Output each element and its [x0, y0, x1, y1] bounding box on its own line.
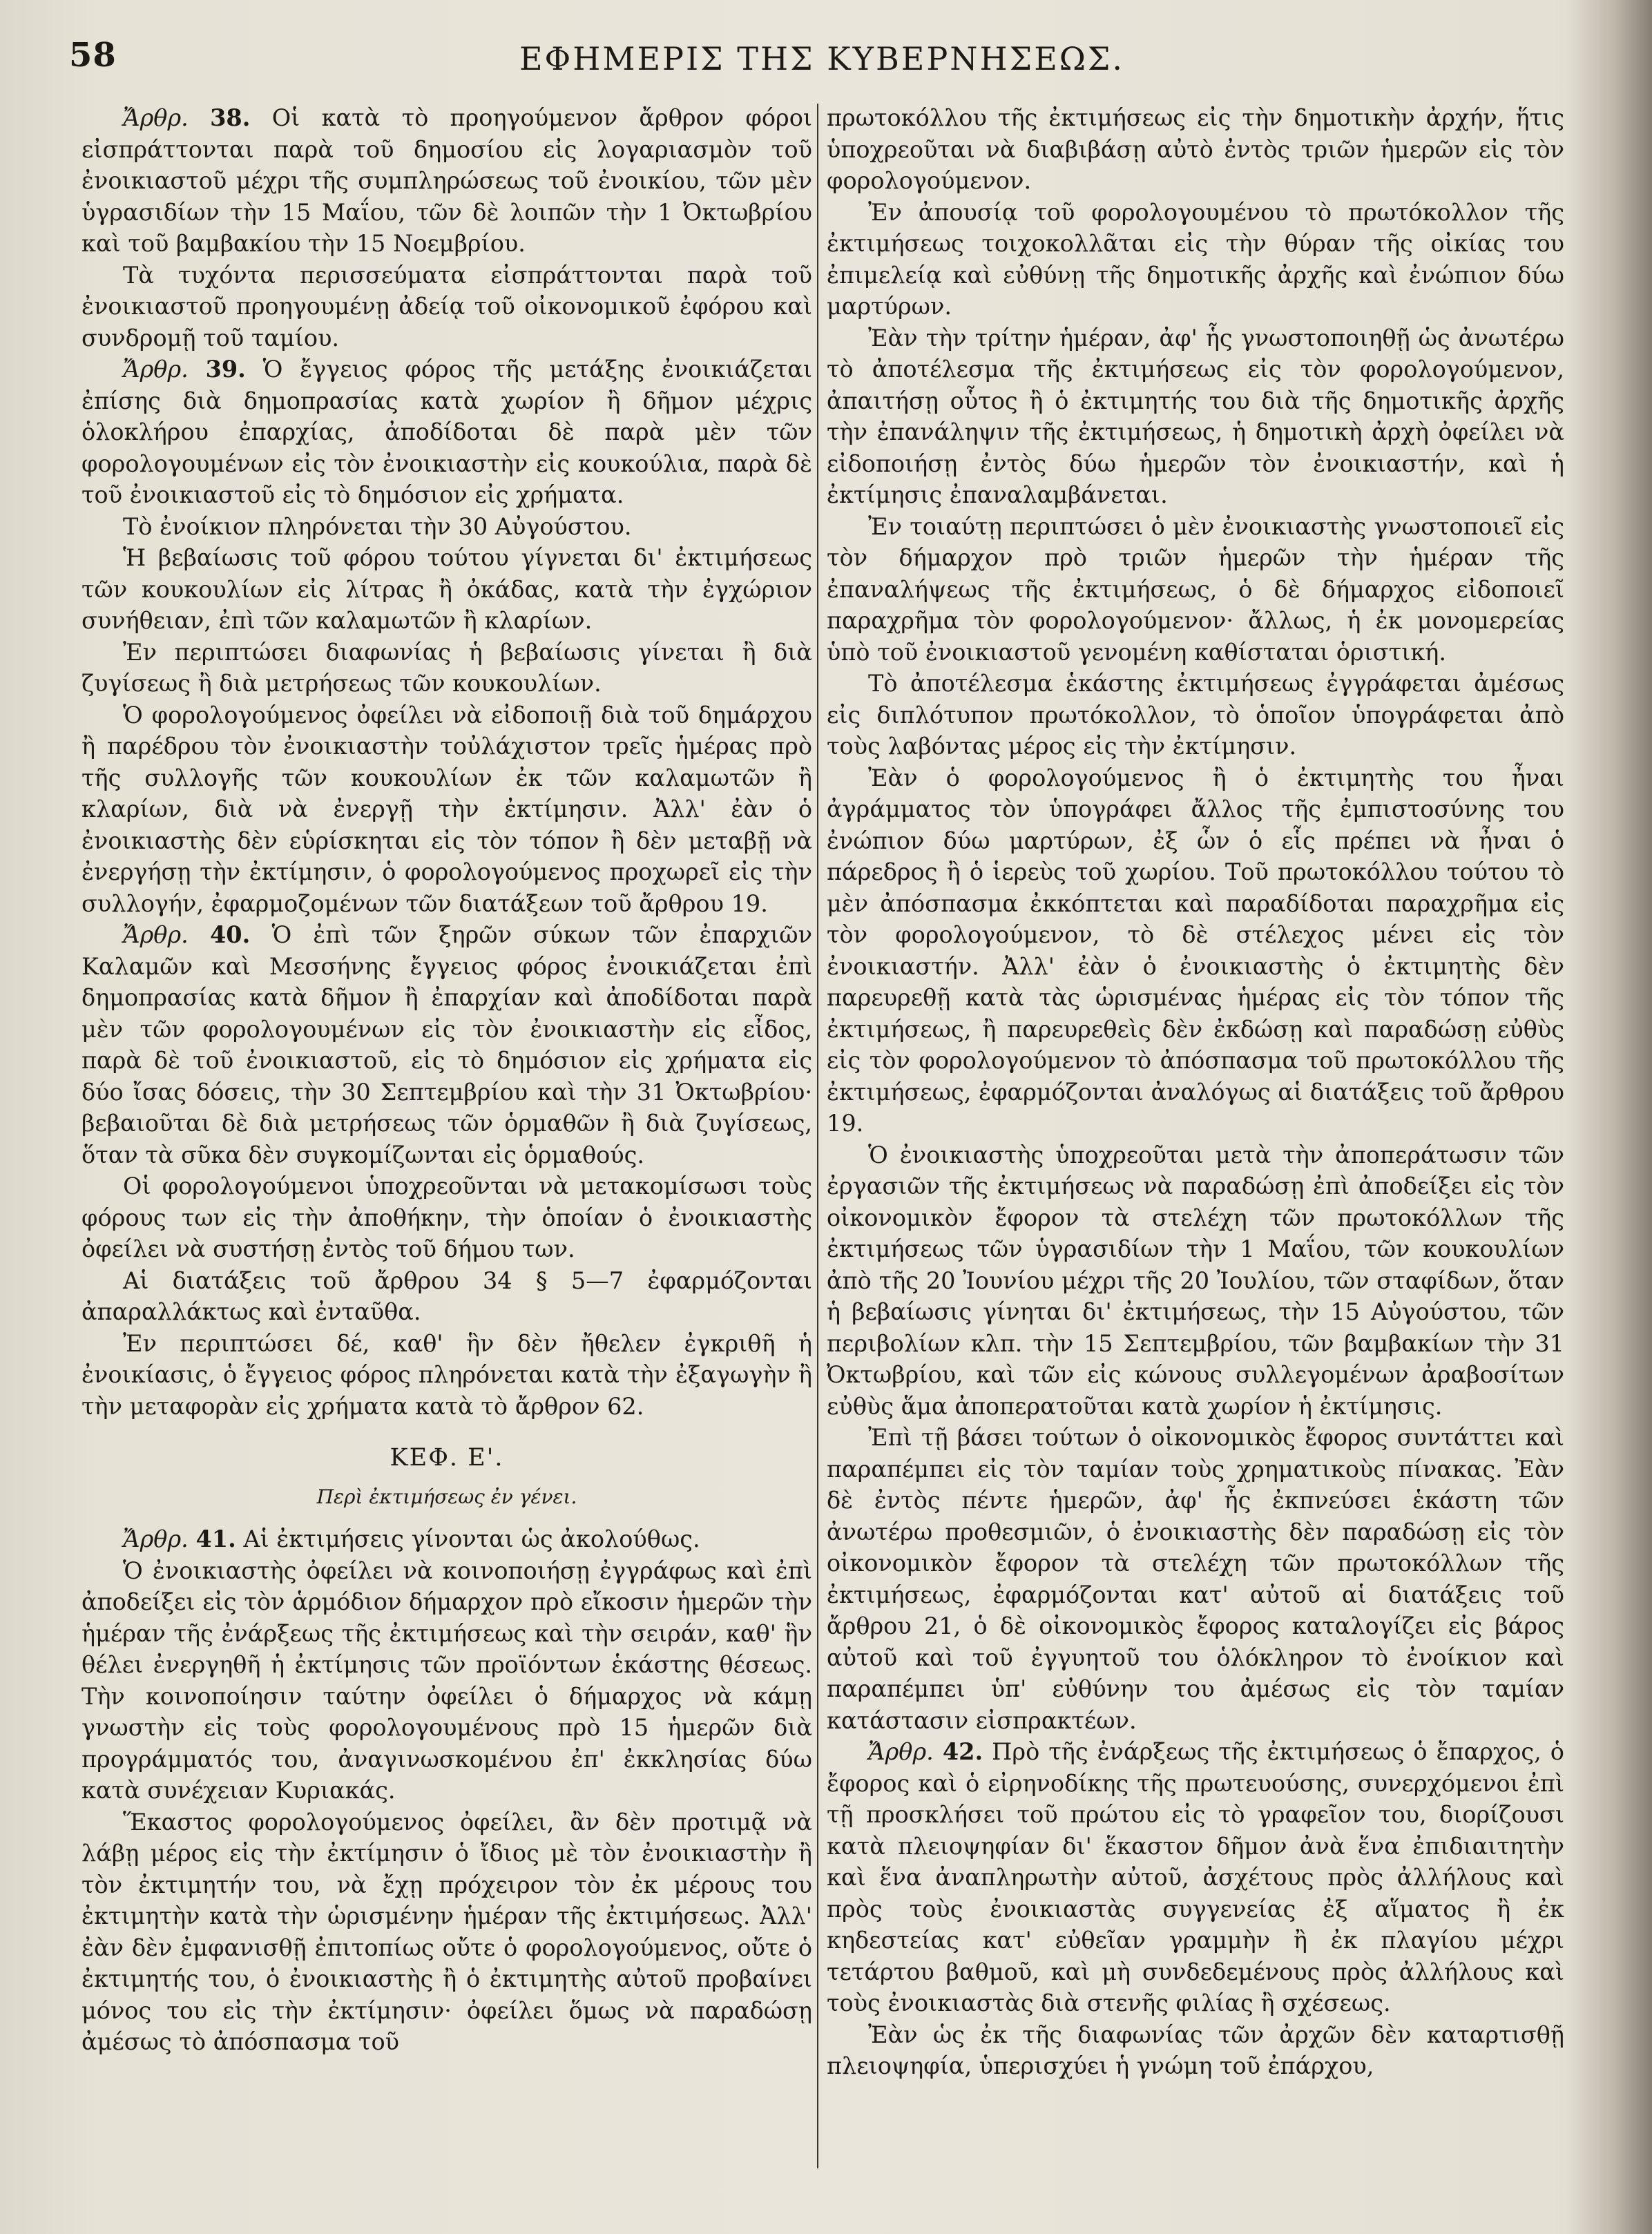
left-column [81, 102, 812, 2188]
running-head-title: ΕΦΗΜΕΡΙΣ ΤΗΣ ΚΥΒΕΡΝΗΣΕΩΣ. [519, 40, 1125, 77]
paragraph-third-day: Ἐὰν τὴν τρίτην ἡμέραν, ἀφ' ἧς γνωστοποιηθῇ ὡς ἀνωτέρω τὸ ἀποτέλεσμα τῆς ἐκτιμήσεως εἰς τὸν φορολογούμενον, ἀπαιτήσῃ οὗτος ἢ ὁ ἐκτιμητής του διὰ τῆς δημοτικῆς ἀρχῆς τὴν ἐπανάληψιν τῆς ἐκτιμήσεως, ἡ δημοτικὴ ἀρχὴ ὀφείλει νὰ εἰδοποιήσῃ ἐντὸς δύω ἡμερῶν τὸν ἐνοικιαστήν, καὶ ἡ ἐκτίμησις ἐπαναλαμβάνεται. [827, 324, 1564, 508]
article-number: 40. [209, 921, 251, 948]
paragraph-disagreement: Ἐὰν ὡς ἐκ τῆς διαφωνίας τῶν ἀρχῶν δὲν καταρτισθῇ πλειοψηφία, ὑπερισχύει ἡ γνώμη τοῦ ἐπάρχου, [827, 2021, 1564, 2079]
paragraph-surplus: Τὰ τυχόντα περισσεύματα εἰσπράττονται παρὰ τοῦ ἐνοικιαστοῦ προηγουμένῃ ἀδείᾳ τοῦ οἰκονομικοῦ ἐφόρου καὶ συνδρομῇ τοῦ ταμίου. [81, 261, 812, 352]
page-number: 58 [69, 36, 117, 75]
paragraph-taxpayer-notify: Ὁ φορολογούμενος ὀφείλει νὰ εἰδοποιῇ διὰ τοῦ δημάρχου ἢ παρέδρου τὸν ἐνοικιαστὴν τοὐλάχιστον τρεῖς ἡμέρας πρὸ τῆς συλλογῆς τῶν κουκουλίων ἐκ τῶν καλαμωτῶν ἢ κλαρίων, διὰ νὰ ἐνεργῇ τὴν ἐκτίμησιν. Ἀλλ' ἐὰν ὁ ἐνοικιαστὴς δὲν εὑρίσκηται εἰς τὸν τόπον ἢ δὲν μεταβῇ νὰ ἐνεργήσῃ τὴν ἐκτίμησιν, ὁ φορολογούμενος προχωρεῖ εἰς τὴν συλλογήν, ἐφαρμοζομένων τῶν διατάξεων τοῦ ἄρθρου 19. [81, 701, 812, 917]
paragraph-not-approved: Ἐν περιπτώσει δέ, καθ' ἣν δὲν ἤθελεν ἐγκριθῆ ἡ ἐνοικίασις, ὁ ἔγγειος φόρος πληρόνεται κατὰ τὴν ἐξαγωγὴν ἢ τὴν μεταφορὰν εἰς χρήματα κατὰ τὸ ἄρθρον 62. [81, 1329, 812, 1420]
paragraph-rent-paid: Τὸ ἐνοίκιον πληρόνεται τὴν 30 Αὐγούστου. [123, 512, 632, 540]
article-label: Ἄρθρ. [123, 104, 189, 131]
article-number: 42. [942, 1738, 983, 1765]
article-38 [81, 102, 812, 260]
paragraph-absence: Ἐν ἀπουσίᾳ τοῦ φορολογουμένου τὸ πρωτόκολλον τῆς ἐκτιμήσεως τοιχοκολλᾶται εἰς τὴν θύραν τῆς οἰκίας του ἐπιμελείᾳ καὶ εὐθύνῃ τῆς δημοτικῆς ἀρχῆς καὶ ἐνώπιον δύω μαρτύρων. [827, 198, 1564, 320]
right-column [827, 102, 1564, 2188]
paragraph-verification: Ἡ βεβαίωσις τοῦ φόρου τούτου γίγνεται δι' ἐκτιμήσεως τῶν κουκουλίων εἰς λίτρας ἢ ὀκάδας, κατὰ τὴν ἐγχώριον συνήθειαν, ἐπὶ τῶν καλαμωτῶν ἢ κλαρίων. [81, 544, 812, 634]
article-40 [81, 919, 812, 1171]
paragraph-transport: Οἱ φορολογούμενοι ὑποχρεοῦνται νὰ μετακομίσωσι τοὺς φόρους των εἰς τὴν ἀποθήκην, τὴν ὁποίαν ὁ ἐνοικιαστὴς ὀφείλει νὰ συστήσῃ ἐντὸς τοῦ δήμου των. [81, 1173, 812, 1262]
paragraph-result-recorded: Τὸ ἀποτέλεσμα ἑκάστης ἐκτιμήσεως ἐγγράφεται ἀμέσως εἰς διπλότυπον πρωτόκολλον, τὸ ὁποῖον ὑπογράφεται ἀπὸ τοὺς λαβόντας μέρος εἰς τὴν ἐκτίμησιν. [827, 670, 1564, 760]
paragraph-lessee-notify: Ὁ ἐνοικιαστὴς ὀφείλει νὰ κοινοποιήσῃ ἐγγράφως καὶ ἐπὶ ἀποδείξει εἰς τὸν ἁρμόδιον δήμαρχον πρὸ εἴκοσιν ἡμερῶν τὴν ἡμέραν τῆς ἐνάρξεως τῆς ἐκτιμήσεως καὶ τὴν σειράν, καθ' ἣν θέλει ἐνεργηθῆ ἡ ἐκτίμησις τῶν προϊόντων ἑκάστης θέσεως. Τὴν κοινοποίησιν ταύτην ὀφείλει ὁ δήμαρχος νὰ κάμῃ γνωστὴν εἰς τοὺς φορολογουμένους πρὸ 15 ἡμερῶν διὰ προγράμματός του, ἀναγινωσκομένου ἐπ' ἐκκλησίας δύω κατὰ συνέχειαν Κυριακάς. [81, 1557, 812, 1804]
paragraph-continuation: πρωτοκόλλου τῆς ἐκτιμήσεως εἰς τὴν δημοτικὴν ἀρχήν, ἥτις ὑποχρεοῦται νὰ διαβιβάσῃ αὐτὸ ἐντὸς τριῶν ἡμερῶν εἰς τὸν φορολογούμενον. [827, 104, 1564, 194]
article-number: 38. [210, 104, 251, 131]
article-41 [81, 1523, 812, 1555]
article-text: Ὁ ἔγγειος φόρος τῆς μετάξης ἐνοικιάζεται ἐπίσης διὰ δημοπρασίας κατὰ χωρίον ἢ δῆμον μέχρις ὁλοκλήρου ἐπαρχίας, ἀποδίδοται δὲ παρὰ μὲν τῶν φορολογουμένων εἰς τὸν ἐνοικιαστὴν εἰς κουκούλια, παρὰ δὲ τοῦ ἐνοικιαστοῦ εἰς τὸ δημόσιον εἰς χρήματα. [81, 356, 812, 508]
article-label: Ἄρθρ. [123, 356, 189, 383]
article-label: Ἄρθρ. [868, 1738, 934, 1765]
article-label: Ἄρθρ. [123, 921, 189, 948]
paragraph-lessee-obliged: Ὁ ἐνοικιαστὴς ὑποχρεοῦται μετὰ τὴν ἀποπεράτωσιν τῶν ἐργασιῶν τῆς ἐκτιμήσεως νὰ παραδώσῃ ἐπὶ ἀποδείξει εἰς τὸν οἰκονομικὸν ἔφορον τὰ στελέχη τῶν πρωτοκόλλων τῆς ἐκτιμήσεως τῶν ὑγρασιδίων τὴν 1 Μαΐου, τῶν κουκουλίων ἀπὸ τῆς 20 Ἰουνίου μέχρι τῆς 20 Ἰουλίου, τῶν σταφίδων, ὅταν ἡ βεβαίωσις γίνηται δι' ἐκτιμήσεως, τὴν 15 Αὐγούστου, τῶν περιβολίων κλπ. τὴν 15 Σεπτεμβρίου, τῶν βαμβακίων τὴν 31 Ὀκτωβρίου, καὶ τῶν εἰς κώνους συλλεγομένων ἀραβοσίτων εὐθὺς ἅμα ἀποπερατοῦται κατὰ χωρίον ἡ ἐκτίμησις. [827, 1141, 1564, 1420]
chapter-subtitle: Περὶ ἐκτιμήσεως ἐν γένει. [316, 1485, 577, 1508]
article-42 [827, 1736, 1564, 2019]
article-number: 41. [195, 1525, 236, 1552]
article-39 [81, 354, 812, 511]
chapter-heading: ΚΕΦ. Ε'. [390, 1444, 504, 1472]
article-number: 39. [205, 356, 246, 383]
article-text: Πρὸ τῆς ἐνάρξεως τῆς ἐκτιμήσεως ὁ ἔπαρχος, ὁ ἔφορος καὶ ὁ εἰρηνοδίκης τῆς πρωτευούσης, συνερχόμενοι ἐπὶ τῇ προσκλήσει τοῦ πρώτου εἰς τὸ γραφεῖον του, διορίζουσι κατὰ πλειοψηφίαν δι' ἕκαστον δῆμον ἀνὰ ἕνα ἐπιδιαιτητὴν καὶ ἕνα ἀναπληρωτὴν αὐτοῦ, ἀσχέτους πρὸς ἀλλήλους καὶ πρὸς τοὺς ἐνοικιαστὰς συγγενείας ἐξ αἵματος ἢ ἐκ κηδεστείας κατ' εὐθεῖαν γραμμὴν ἢ ἐκ πλαγίου μέχρι τετάρτου βαθμοῦ, καὶ μὴ συνδεδεμένους πρὸς ἀλλήλους καὶ τοὺς ἐνοικιαστὰς διὰ στενῆς φιλίας ἢ σχέσεως. [827, 1738, 1564, 2016]
paragraph-illiterate: Ἐὰν ὁ φορολογούμενος ἢ ὁ ἐκτιμητὴς του ἦναι ἀγράμματος τὸν ὑπογράφει ἄλλος τῆς ἐμπιστοσύνης του ἐνώπιον δύω μαρτύρων, ἐξ ὧν ὁ εἷς πρέπει νὰ ἦναι ὁ πάρεδρος ἢ ὁ ἱερεὺς τοῦ χωρίου. Τοῦ πρωτοκόλλου τούτου τὸ μὲν ἀπόσπασμα ἐκκόπτεται καὶ παραδίδοται παραχρῆμα εἰς τὸν φορολογούμενον, τὸ δὲ στέλεχος μένει εἰς τὸν ἐνοικιαστήν. Ἀλλ' ἐὰν ὁ ἐνοικιαστὴς ὁ ἐκτιμητὴς δὲν παρευρεθῇ κατὰ τὰς ὡρισμένας ἡμέρας εἰς τὸν τόπον τῆς ἐκτιμήσεως, ἢ παρευρεθεὶς δὲν ἐκδώσῃ καὶ παραδώσῃ εὐθὺς εἰς τὸν φορολογούμενον τὸ ἀπόσπασμα τοῦ πρωτοκόλλου τῆς ἐκτιμήσεως, ἐφαρμόζονται ἀναλόγως αἱ διατάξεις τοῦ ἄρθρου 19. [827, 764, 1564, 1137]
paragraph-on-basis: Ἐπὶ τῇ βάσει τούτων ὁ οἰκονομικὸς ἔφορος συντάττει καὶ παραπέμπει εἰς τὸν ταμίαν τοὺς χρηματικοὺς πίνακας. Ἐὰν δὲ ἐντὸς πέντε ἡμερῶν, ἀφ' ἧς ἐκπνεύσει ἑκάστη τῶν ἀνωτέρω προθεσμιῶν, ὁ ἐνοικιαστὴς δὲν παραδώσῃ εἰς τὸν οἰκονομικὸν ἔφορον τὰ στελέχη τῶν πρωτοκόλλων τῆς ἐκτιμήσεως, ἐφαρμόζονται κατ' αὐτοῦ αἱ διατάξεις τοῦ ἄρθρου 21, ὁ δὲ οἰκονομικὸς ἔφορος καταλογίζει εἰς βάρος αὐτοῦ καὶ τοῦ ἐγγυητοῦ του ὁλόκληρον τὸ ἐνοίκιον καὶ παραπέμπει ὑπ' εὐθύνην του ἀμέσως εἰς τὸν ταμίαν κατάστασιν εἰσπρακτέων. [827, 1424, 1564, 1734]
paragraph-dispute: Ἐν περιπτώσει διαφωνίας ἡ βεβαίωσις γίνεται ἢ διὰ ζυγίσεως ἢ διὰ μετρήσεως τῶν κουκουλίων. [81, 638, 812, 697]
article-label: Ἄρθρ. [123, 1525, 189, 1552]
column-divider [817, 104, 818, 2168]
article-text: Οἱ κατὰ τὸ προηγούμενον ἄρθρον φόροι εἰσπράττονται παρὰ τοῦ δημοσίου εἰς λογαριασμὸν τοῦ ἐνοικιαστοῦ μέχρι τῆς συμπληρώσεως τοῦ ἐνοικίου, τῶν μὲν ὑγρασιδίων τὴν 15 Μαΐου, τῶν δὲ λοιπῶν τὴν 1 Ὀκτωβρίου καὶ τοῦ βαμβακίου τὴν 15 Νοεμβρίου. [81, 104, 812, 257]
article-text: Ὁ ἐπὶ τῶν ξηρῶν σύκων τῶν ἐπαρχιῶν Καλαμῶν καὶ Μεσσήνης ἔγγειος φόρος ἐνοικιάζεται ἐπὶ δημοπρασίας κατὰ δῆμον ἢ ἐπαρχίαν καὶ ἀποδίδοται παρὰ μὲν τῶν φορολογουμένων εἰς τὸν ἐνοικιαστὴν εἰς εἶδος, παρὰ δὲ τοῦ ἐνοικιαστοῦ, εἰς τὸ δημόσιον εἰς χρήματα εἰς δύο ἴσας δόσεις, τὴν 30 Σεπτεμβρίου καὶ τὴν 31 Ὀκτωβρίου· βεβαιοῦται δὲ διὰ μετρήσεως τῶν ὁρμαθῶν ἢ διὰ ζυγίσεως, ὅταν τὰ σῦκα δὲν συγκομίζωνται εἰς ὁρμαθούς. [81, 921, 812, 1168]
paragraph-provisions: Αἱ διατάξεις τοῦ ἄρθρου 34 § 5—7 ἐφαρμόζονται ἀπαραλλάκτως καὶ ἐνταῦθα. [81, 1267, 812, 1325]
page-spine-shadow [1569, 0, 1652, 2234]
article-text: Αἱ ἐκτιμήσεις γίνονται ὡς ἀκολούθως. [243, 1525, 700, 1552]
paragraph-such-case: Ἐν τοιαύτῃ περιπτώσει ὁ μὲν ἐνοικιαστὴς γνωστοποιεῖ εἰς τὸν δήμαρχον πρὸ τριῶν ἡμερῶν τὴν ἡμέραν τῆς ἐπαναλήψεως τῆς ἐκτιμήσεως, ὁ δὲ δήμαρχος εἰδοποιεῖ παραχρῆμα τὸν φορολογούμενον· ἄλλως, ἡ ἐκ μονομερείας ὑπὸ τοῦ ἐνοικιαστοῦ γενομένη καθίσταται ὁριστική. [827, 512, 1564, 666]
paragraph-each-taxpayer: Ἕκαστος φορολογούμενος ὀφείλει, ἂν δὲν προτιμᾷ νὰ λάβῃ μέρος εἰς τὴν ἐκτίμησιν ὁ ἴδιος μὲ τὸν ἐνοικιαστὴν ἢ τὸν ἐκτιμητήν του, νὰ ἔχῃ πρόχειρον τὸν ἐκ μέρους του ἐκτιμητὴν κατὰ τὴν ὡρισμένην ἡμέραν τῆς ἐκτιμήσεως. Ἀλλ' ἐὰν δὲν ἐμφανισθῇ ἐπιτοπίως οὔτε ὁ φορολογούμενος, οὔτε ὁ ἐκτιμητής του, ὁ ἐνοικιαστὴς ἢ ὁ ἐκτιμητὴς αὐτοῦ προβαίνει μόνος του εἰς τὴν ἐκτίμησιν· ὀφείλει ὅμως νὰ παραδώσῃ ἀμέσως τὸ ἀπόσπασμα τοῦ [81, 1808, 812, 2055]
